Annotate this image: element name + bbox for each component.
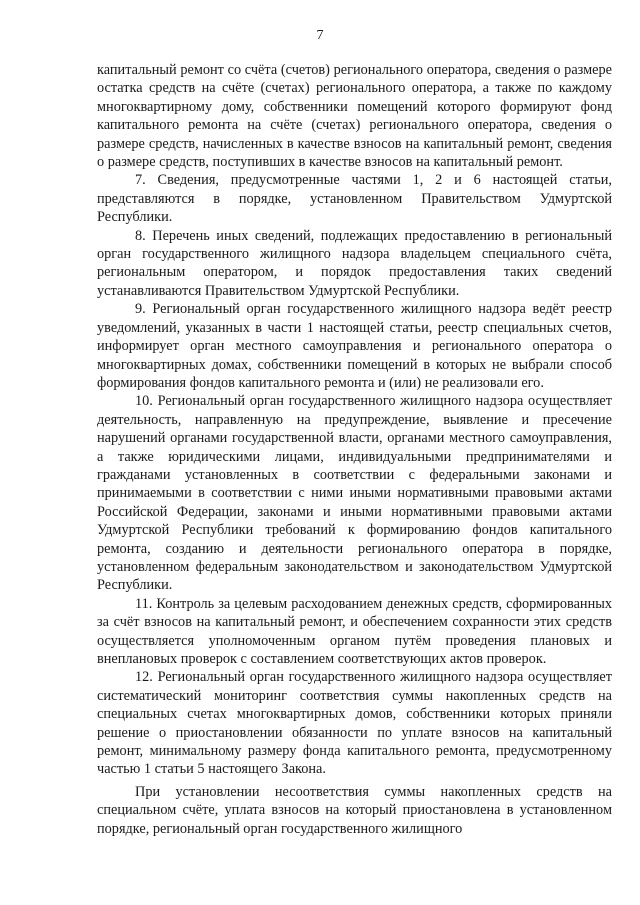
- page-number: 7: [316, 28, 324, 43]
- paragraph-part-12: 12. Региональный орган государственного жилищного надзора осуществляет систематический мониторинг соответствия суммы накопленных средств на специальных счетах многоквартирных домов, собственники которых приняли решение о приостановлении обязанности по уплате взносов на капитальный ремонт, минимальному размеру фонда капитального ремонта, предусмотренному частью 1 статьи 5 настоящего Закона.: [97, 669, 612, 778]
- document-body: [97, 61, 612, 838]
- paragraph-part-9: 9. Региональный орган государственного жилищного надзора ведёт реестр уведомлений, указанных в части 1 настоящей статьи, реестр специальных счетов, информирует орган местного самоуправления и регионального оператора о многоквартирных домах, собственники помещений в которых не выбрали способ формирования фондов капитального ремонта и (или) не реализовали его.: [97, 301, 612, 391]
- paragraph-part-7: 7. Сведения, предусмотренные частями 1, 2 и 6 настоящей статьи, представляются в порядке, установленном Правительством Удмуртской Республики.: [97, 172, 612, 226]
- paragraph-part-8: 8. Перечень иных сведений, подлежащих предоставлению в региональный орган государственного жилищного надзора владельцем специального счёта, региональным оператором, и порядок предоставления таких сведений устанавливаются Правительством Удмуртской Республики.: [97, 227, 612, 299]
- paragraph-continuation: капитальный ремонт со счёта (счетов) регионального оператора, сведения о размере остатка средств на счёте (счетах) регионального оператора, а также по каждому многоквартирному дому, собственники помещений которого формируют фонд капитального ремонта на счёте (счетах) регионального оператора, сведения о размере средств, начисленных в качестве взносов на капитальный ремонт, сведения о размере средств, поступивших в качестве взносов на капитальный ремонт.: [97, 62, 612, 171]
- paragraph-part-12-continuation: При установлении несоответствия суммы накопленных средств на специальном счёте, уплата взносов на который приостановлена в установленном порядке, региональный орган государственного жилищного: [97, 783, 612, 837]
- paragraph-part-11: 11. Контроль за целевым расходованием денежных средств, сформированных за счёт взносов на капитальный ремонт, и обеспечением сохранности этих средств осуществляется уполномоченным органом путём проведения плановых и внеплановых проверок с составлением соответствующих актов проверок.: [97, 595, 612, 667]
- paragraph-part-10: 10. Региональный орган государственного жилищного надзора осуществляет деятельность, направленную на предупреждение, выявление и пресечение нарушений органами государственной власти, органами местного самоуправления, а также юридическими лицами, индивидуальными предпринимателями и гражданами установленных в соответствии с федеральными законами и принимаемыми в соответствии с ними иными нормативными правовыми актами Российской Федерации, законами и иными нормативными правовыми актами Удмуртской Республики требований к формированию фондов капитального ремонта, созданию и деятельности регионального оператора в порядке, установленном федеральным законодательством и законодательством Удмуртской Республики.: [97, 393, 612, 594]
